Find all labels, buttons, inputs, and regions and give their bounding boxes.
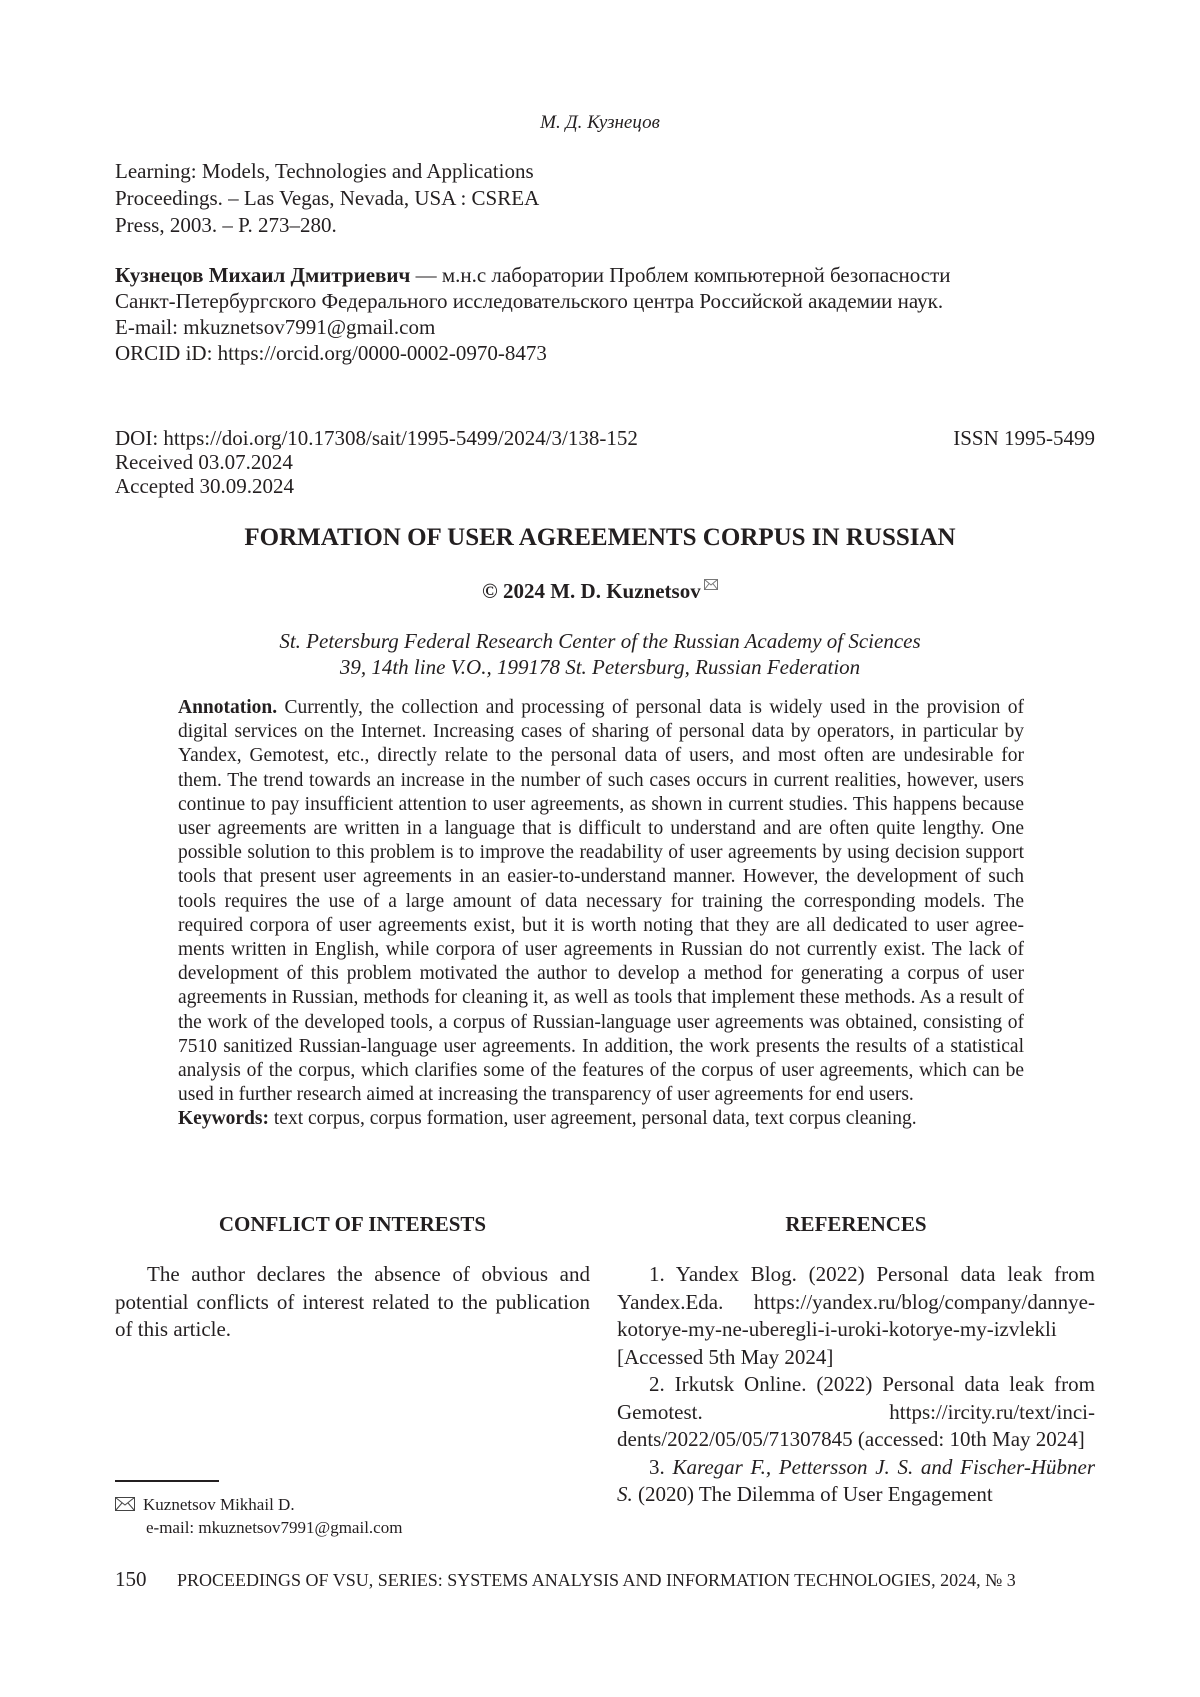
- author-orcid[interactable]: ORCID iD: https://orcid.org/0000-0002-0970-8473: [115, 341, 547, 365]
- abstract-text: Currently, the collection and processing of personal data is widely used in the provision of digital services on the Internet. Increasing cases of sharing of personal data by operators, in particular by Yandex, Gemotest, etc., directly relate to the personal data of users, and most often are undesirable for them. The trend towards an increase in the number of such cases occurs in current realities, however, users continue to pay insufficient attention to user agreements, as shown in current studies. This happens because user agreements are written in a language that is difficult to understand and are often quite lengthy. One possible solution to this problem is to improve the readability of user agreements by using decision support tools that present user agreements in an easier-to-understand manner. However, the development of such tools requires the use of a large amount of data necessary for training the corresponding models. The required corpora of user agreements exist, but it is worth noting that they are all dedicated to user agreements written in English, while corpora of user agreements in Russian do not currently exist. The lack of development of this problem motivated the author to develop a method for generating a corpus of user agreements in Russian, methods for cleaning it, as well as tools that implement these methods. As a result of the work of the developed tools, a corpus of Russian-language user agreements was obtained, consisting of 7510 sanitized Russian-language user agreements. In addition, the work presents the results of a statistical analysis of the corpus, which clarifies some of the features of the corpus of user agreements, which can be used in further research aimed at increasing the transparency of user agreements for end users.: [178, 697, 1024, 1106]
- reference-item: 2. Irkutsk Online. (2022) Personal data leak from Gemotest. https://ircity.ru/text/incidents/2022/05/05/71307845 (accessed: 10th May 2024]: [617, 1372, 1095, 1451]
- journal-name: PROCEEDINGS OF VSU, SERIES: SYSTEMS ANALYSIS AND INFORMATION TECHNOLOGIES, 2024, № 3: [177, 1570, 1016, 1590]
- issn: ISSN 1995-5499: [953, 426, 1095, 450]
- envelope-icon: [115, 1494, 135, 1508]
- keywords-label: Keywords:: [178, 1108, 269, 1130]
- running-head: М. Д. Кузнецов: [540, 112, 660, 133]
- affiliation: [0, 628, 1200, 680]
- page-number: 150: [115, 1567, 147, 1591]
- references-section: [617, 1212, 1095, 1509]
- previous-reference-continued: [115, 158, 615, 239]
- reference-authors: Karegar F., Pettersson J. S. and Fischer-Hübner S.: [617, 1454, 1096, 1506]
- section-heading: REFERENCES: [785, 1212, 927, 1236]
- abstract: [178, 696, 1024, 1132]
- byline: [0, 578, 1200, 604]
- article-title: FORMATION OF USER AGREEMENTS CORPUS IN RUSSIAN: [244, 524, 956, 551]
- abstract-label: Annotation.: [178, 697, 278, 718]
- affiliation-address: 39, 14th line V.O., 199178 St. Petersburg, Russian Federation: [339, 655, 861, 679]
- conflict-text: The author declares the absence of obvious and potential conflicts of interest related to the publication of this article.: [115, 1262, 590, 1341]
- byline-text: © 2024 M. D. Kuznetsov: [482, 579, 701, 603]
- reference-line: Proceedings. – Las Vegas, Nevada, USA : CSREA: [115, 186, 540, 210]
- footnote-divider: [115, 1480, 219, 1482]
- accepted-date: Accepted 30.09.2024: [115, 474, 295, 498]
- doi-link[interactable]: DOI: https://doi.org/10.17308/sait/1995-5499/2024/3/138-152: [115, 426, 638, 450]
- footnote-email[interactable]: e-mail: mkuznetsov7991@gmail.com: [146, 1518, 403, 1537]
- reference-item: 3. Karegar F., Pettersson J. S. and Fischer-Hübner S. (2020) The Dilemma of User Engagement: [617, 1454, 1096, 1506]
- reference-item: 1. Yandex Blog. (2022) Personal data leak from Yandex.Eda. https://yandex.ru/blog/company/dannye-kotorye-my-ne-uberegli-i-uroki-kotorye-my-izvlekli [Accessed 5th May 2024]: [617, 1262, 1095, 1369]
- received-date: Received 03.07.2024: [115, 450, 293, 474]
- author-email[interactable]: E-mail: mkuznetsov7991@gmail.com: [115, 315, 436, 339]
- affiliation-line: St. Petersburg Federal Research Center of the Russian Academy of Sciences: [279, 629, 921, 653]
- author-affiliation-ru: Санкт-Петербургского Федерального исследовательского центра Российской академии наук.: [115, 289, 944, 313]
- author-info-ru: [115, 262, 1095, 366]
- reference-line: Press, 2003. – P. 273–280.: [115, 213, 337, 237]
- section-heading: CONFLICT OF INTERESTS: [218, 1212, 487, 1236]
- conflict-of-interests-section: [115, 1212, 590, 1344]
- corresponding-author-footnote: [115, 1493, 585, 1539]
- page-footer: [115, 1567, 1100, 1592]
- author-name-ru: Кузнецов Михаил Дмитриевич: [115, 263, 411, 287]
- footnote-name: Kuznetsov Mikhail D.: [143, 1495, 295, 1514]
- keywords-text: text corpus, corpus formation, user agreement, personal data, text corpus cleaning.: [269, 1108, 917, 1130]
- envelope-icon: [701, 578, 718, 593]
- article-meta: [115, 426, 1095, 498]
- reference-line: Learning: Models, Technologies and Applications: [115, 159, 534, 183]
- author-position: — м.н.с лаборатории Проблем компьютерной безопасности: [410, 263, 951, 287]
